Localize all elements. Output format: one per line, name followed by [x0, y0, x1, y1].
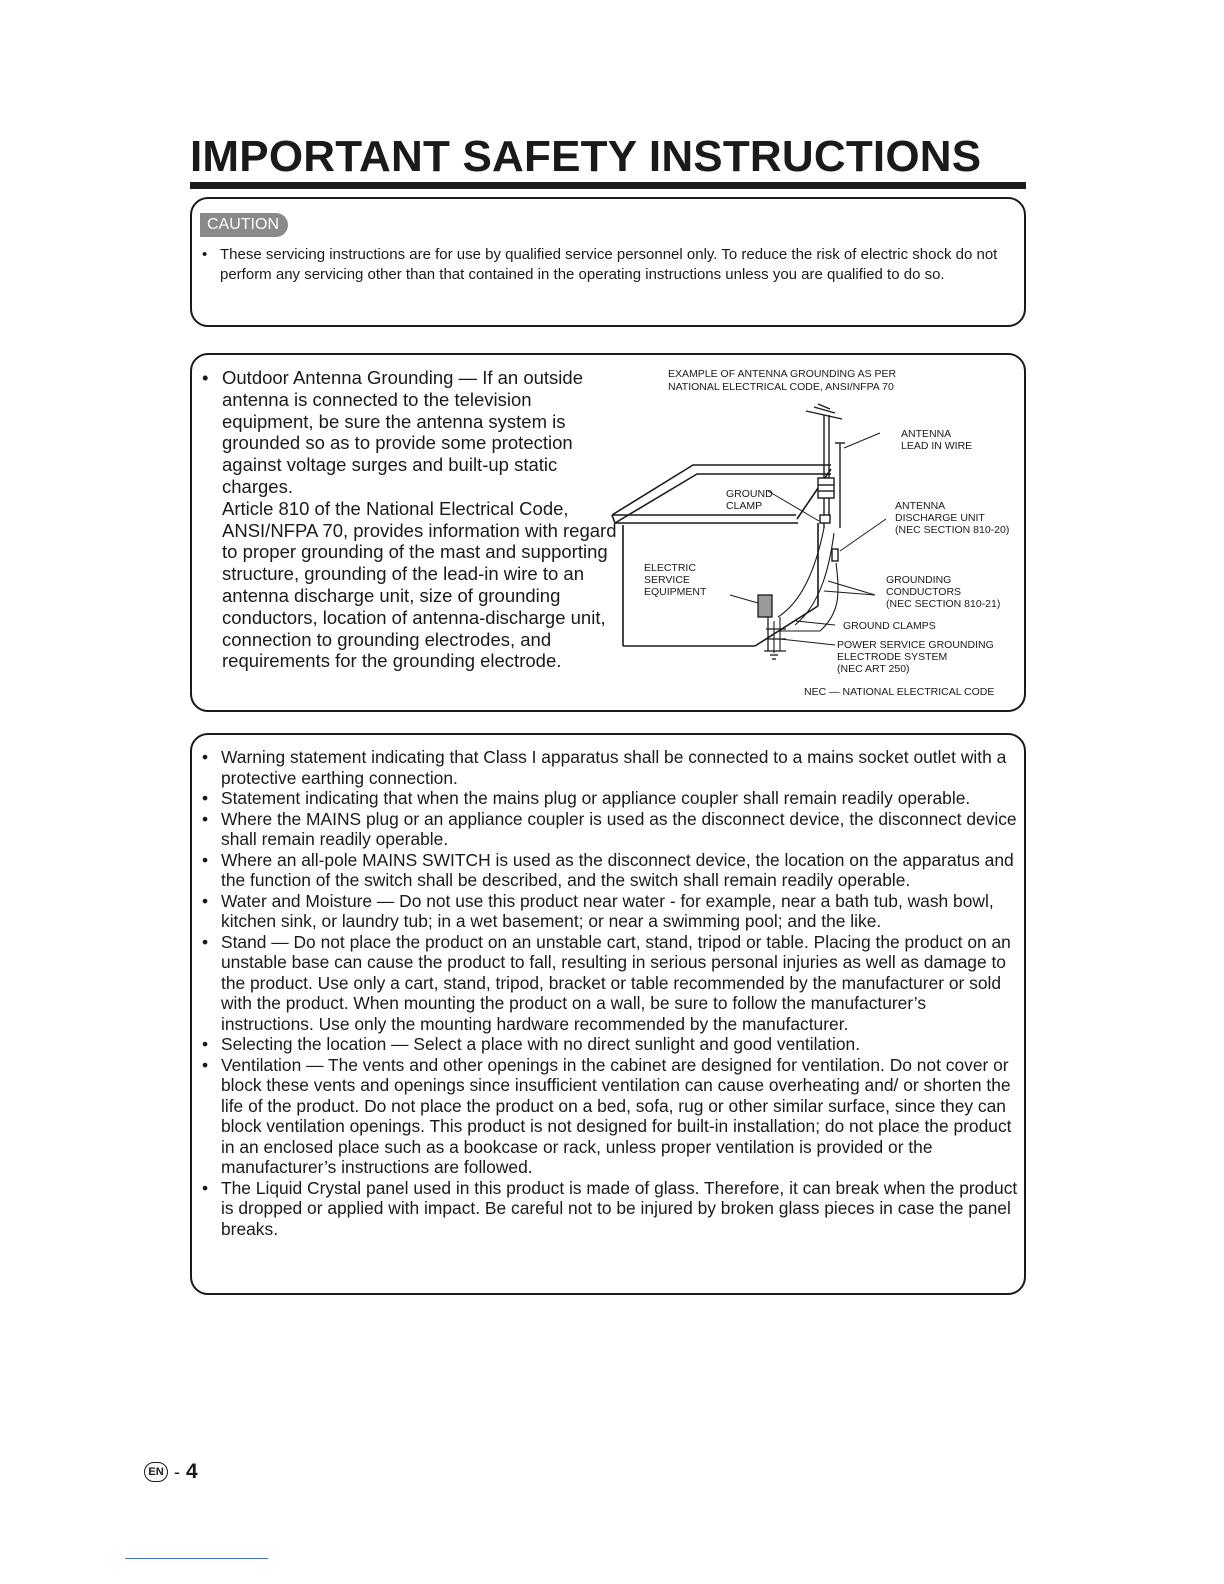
label-electric-3: EQUIPMENT — [644, 586, 707, 598]
page-footer — [144, 1460, 198, 1484]
page-separator: - — [174, 1461, 180, 1482]
label-nec-note: NEC — NATIONAL ELECTRICAL CODE — [804, 686, 995, 698]
warning-item: • Warning statement indicating that Class I apparatus shall be connected to a mains socket outlet with a protective earthing connection. — [200, 747, 1020, 788]
language-badge: EN — [144, 1462, 168, 1482]
electric-service-equipment — [758, 595, 786, 659]
antenna-drawing — [806, 404, 845, 561]
bottom-rule — [125, 1558, 268, 1559]
label-power-3: (NEC ART 250) — [837, 663, 910, 675]
label-electric-1: ELECTRIC — [644, 562, 696, 574]
warning-item: • Selecting the location — Select a place with no direct sunlight and good ventilation. — [200, 1034, 1020, 1055]
warning-item: • Stand — Do not place the product on an unstable cart, stand, tripod or table. Placing the product on an unstable base can cause the product to fall, resulting in serious personal injuries as well as damage to the product. Use only a cart, stand, tripod, bracket or table recommended by the manufacturer or sold with the product. When mounting the product on a wall, be sure to follow the manufacturer’s instructions. Use only the mounting hardware recommended by the manufacturer. — [200, 932, 1020, 1035]
label-electric-2: SERVICE — [644, 574, 690, 586]
label-conductors-3: (NEC SECTION 810-21) — [886, 598, 1001, 610]
label-power-2: ELECTRODE SYSTEM — [837, 651, 948, 663]
label-conductors-2: CONDUCTORS — [886, 586, 962, 598]
warnings-box — [190, 733, 1026, 1295]
caution-text: • These servicing instructions are for use by qualified service personnel only. To reduce the risk of electric shock do not perform any servicing other than that contained in the operating instructions unless you are qualified to do so. — [202, 245, 1010, 285]
caution-box — [190, 197, 1026, 327]
grounding-list — [202, 367, 622, 672]
house-drawing — [612, 465, 831, 646]
warnings-list — [200, 747, 1020, 1239]
grounding-paragraph-1: • Outdoor Antenna Grounding — If an outside antenna is connected to the television equipment, be sure the antenna system is grounded so as to provide some protection against voltage surges and built-up static charges. — [222, 367, 583, 497]
label-conductors-1: GROUNDING — [886, 574, 952, 586]
page-number: 4 — [186, 1460, 198, 1483]
diagram-header-line-1: EXAMPLE OF ANTENNA GROUNDING AS PER — [668, 368, 897, 380]
label-antenna-lead-2: LEAD IN WIRE — [901, 440, 973, 452]
lead-in-wires — [774, 528, 838, 653]
label-discharge-3: (NEC SECTION 810-20) — [895, 524, 1010, 536]
label-discharge-1: ANTENNA — [895, 500, 946, 512]
page-title: IMPORTANT SAFETY INSTRUCTIONS — [190, 132, 982, 181]
caution-badge: CAUTION — [200, 213, 288, 237]
warning-item: • The Liquid Crystal panel used in this product is made of glass. Therefore, it can break when the product is dropped or applied with impact. Be careful not to be injured by broken glass pieces in case the panel breaks. — [200, 1178, 1020, 1240]
grounding-paragraph-2: Article 810 of the National Electrical Code, ANSI/NFPA 70, provides information with regard to proper grounding of the mast and supporting structure, grounding of the lead-in wire to an antenna discharge unit, size of grounding conductors, location of antenna-discharge unit, connection to grounding electrodes, and requirements for the grounding electrode. — [222, 497, 617, 672]
warning-item: • Statement indicating that when the mains plug or appliance coupler shall remain readily operable. — [200, 788, 1020, 809]
label-ground-clamp-1: GROUND — [726, 488, 773, 500]
antenna-grounding-diagram — [610, 363, 1020, 703]
diagram-header-line-2: NATIONAL ELECTRICAL CODE, ANSI/NFPA 70 — [668, 381, 894, 393]
label-ground-clamps: GROUND CLAMPS — [843, 620, 936, 632]
warning-item: • Ventilation — The vents and other openings in the cabinet are designed for ventilation. Do not cover or block these vents and openings since insufficient ventilation can cause overheating and/ or shorten the life of the product. Do not place the product on a bed, sofa, rug or other similar surface, since they can block ventilation openings. This product is not designed for built-in installation; do not place the product in an enclosed place such as a bookcase or rack, unless proper ventilation is provided or the manufacturer’s instructions are followed. — [200, 1055, 1020, 1178]
antenna-grounding-box — [190, 353, 1026, 712]
label-power-1: POWER SERVICE GROUNDING — [837, 639, 994, 651]
label-ground-clamp-2: CLAMP — [726, 500, 763, 512]
grounding-item — [202, 367, 622, 672]
label-discharge-2: DISCHARGE UNIT — [895, 512, 985, 524]
warning-item: • Water and Moisture — Do not use this product near water - for example, near a bath tub, wash bowl, kitchen sink, or laundry tub; in a wet basement; or near a swimming pool; and the like. — [200, 891, 1020, 932]
caution-list — [202, 245, 1010, 285]
warning-item: • Where the MAINS plug or an appliance coupler is used as the disconnect device, the disconnect device shall remain readily operable. — [200, 809, 1020, 850]
label-antenna-lead-1: ANTENNA — [901, 428, 952, 440]
title-rule — [190, 182, 1026, 189]
warning-item: • Where an all-pole MAINS SWITCH is used as the disconnect device, the location on the apparatus and the function of the switch shall be described, and the switch shall remain readily operable. — [200, 850, 1020, 891]
